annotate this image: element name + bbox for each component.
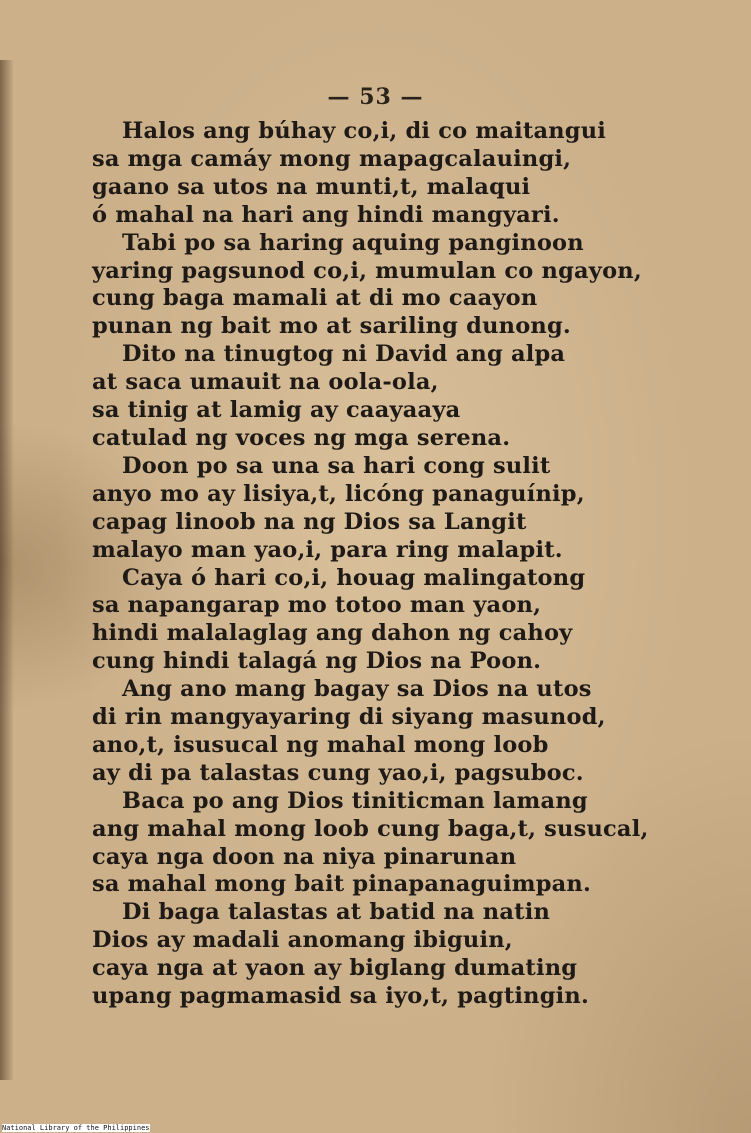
poem-line: Caya ó hari co,i, houag malingatong (122, 564, 586, 591)
poem-line: capag linoob na ng Dios sa Langit (92, 508, 527, 535)
poem-line: at saca umauit na oola-ola, (92, 369, 439, 396)
library-credit: National Library of the Philippines (2, 1124, 150, 1132)
poem-line: ang mahal mong loob cung baga,t, susucal, (92, 815, 649, 842)
poem-line: Doon po sa una sa hari cong sulit (122, 452, 551, 479)
stanza-4 (92, 453, 692, 565)
poem-line: Dios ay madali anomang ibiguin, (92, 927, 513, 954)
poem-line: sa mahal mong bait pinapanaguimpan. (92, 871, 592, 898)
poem-line: ano,t, isusucal ng mahal mong loob (92, 731, 549, 758)
poem-line: yaring pagsunod co,i, mumulan co ngayon, (92, 257, 642, 284)
poem-line: Di baga talastas at batid na natin (122, 899, 551, 926)
stanza-7 (92, 788, 692, 900)
poem-line: Dito na tinugtog ni David ang alpa (122, 341, 566, 368)
stanza-1 (92, 118, 692, 230)
poem-line: sa napangarap mo totoo man yaon, (92, 592, 542, 619)
stanza-3 (92, 341, 692, 453)
poem-body (92, 118, 692, 1011)
stanza-6 (92, 676, 692, 788)
poem-line: cung baga mamali at di mo caayon (92, 285, 538, 312)
poem-line: upang pagmamasid sa iyo,t, pagtingin. (92, 983, 590, 1010)
poem-line: catulad ng voces ng mga serena. (92, 424, 511, 451)
poem-line: hindi malalaglag ang dahon ng cahoy (92, 620, 573, 647)
poem-line: gaano sa utos na munti,t, malaqui (92, 173, 531, 200)
poem-line: Baca po ang Dios tiniticman lamang (122, 787, 588, 814)
poem-line: ay di pa talastas cung yao,i, pagsuboc. (92, 759, 584, 786)
page-number: — 53 — (327, 84, 424, 110)
stanza-8 (92, 899, 692, 1011)
poem-line: caya nga doon na niya pinarunan (92, 843, 517, 870)
poem-line: sa tinig at lamig ay caayaaya (92, 397, 461, 424)
poem-line: cung hindi talagá ng Dios na Poon. (92, 648, 542, 675)
poem-line: caya nga at yaon ay biglang dumating (92, 955, 578, 982)
page-binding-shadow (0, 60, 14, 1080)
poem-line: ó mahal na hari ang hindi mangyari. (92, 201, 560, 228)
stanza-5 (92, 565, 692, 677)
poem-line: di rin mangyayaring di siyang masunod, (92, 704, 606, 731)
poem-line: malayo man yao,i, para ring malapit. (92, 536, 563, 563)
poem-line: sa mga camáy mong mapagcalauingi, (92, 145, 572, 172)
stanza-2 (92, 230, 692, 342)
poem-line: Tabi po sa haring aquing panginoon (122, 229, 584, 256)
poem-line: Halos ang búhay co,i, di co maitangui (122, 118, 607, 144)
poem-line: punan ng bait mo at sariling dunong. (92, 313, 571, 340)
poem-line: anyo mo ay lisiya,t, licóng panaguínip, (92, 480, 585, 507)
poem-line: Ang ano mang bagay sa Dios na utos (122, 676, 592, 703)
